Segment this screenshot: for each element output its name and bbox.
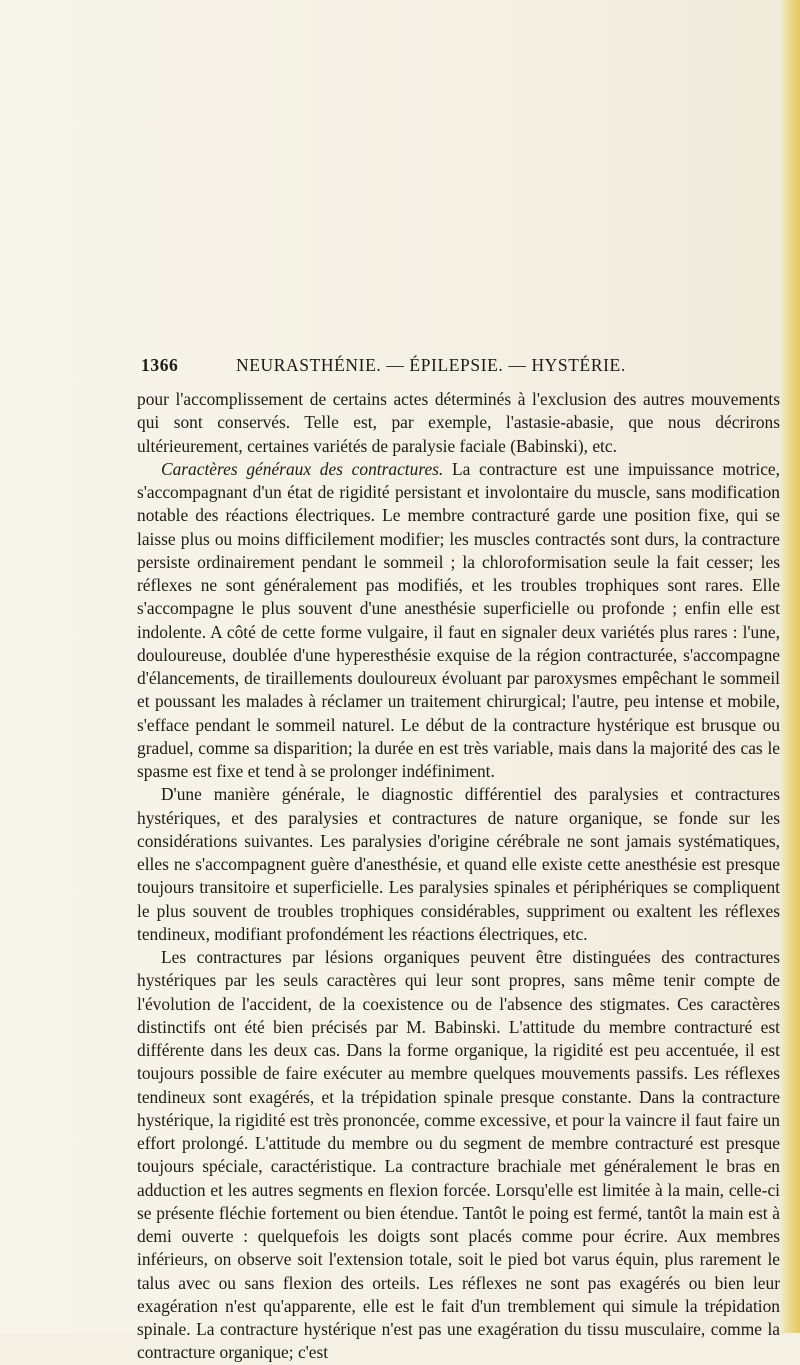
page-number: 1366 bbox=[141, 355, 179, 375]
paragraph: pour l'accomplissement de certains actes déterminés à l'exclusion des autres mouvements qui sont conservés. Telle est, par exemple, l'astasie-abasie, que nous décrirons ultérieurement, certaines variétés de paralysie faciale (Babinski), etc. bbox=[137, 389, 780, 456]
paragraph bbox=[137, 458, 780, 784]
page-edge bbox=[782, 0, 800, 1333]
paragraph: D'une manière générale, le diagnostic différentiel des paralysies et contractures hystériques, et des paralysies et contractures de nature organique, se fonde sur les considérations suivantes. Les paralysies d'origine cérébrale ne sont jamais systématiques, elles ne s'accompagnent guère d'anesthésie, et quand elle existe cette anesthésie est presque toujours transitoire et superficielle. Les paralysies spinales et périphériques se compliquent le plus souvent de troubles trophiques considérables, suppriment ou exaltent les réflexes tendineux, modifiant profondément les réactions électriques, etc. bbox=[137, 784, 780, 944]
section-lead: Caractères généraux des contractures. bbox=[161, 458, 444, 479]
running-title: NEURASTHÉNIE. — ÉPILEPSIE. — HYSTÉRIE. bbox=[236, 355, 626, 375]
running-head bbox=[141, 355, 781, 381]
paragraph: Les contractures par lésions organiques peuvent être distinguées des contractures hystériques par les seuls caractères qui leur sont propres, sans même tenir compte de l'évolution de l'accident, de la coexistence ou de l'absence des stigmates. Ces caractères distinctifs ont été bien précisés par M. Babinski. L'attitude du membre contracturé est différente dans les deux cas. Dans la forme organique, la rigidité est peu accentuée, il est toujours possible de faire exécuter au membre quelques mouvements passifs. Les réflexes tendineux sont exagérés, et la trépidation spinale presque constante. Dans la contracture hystérique, la rigidité est très prononcée, comme excessive, et pour la vaincre il faut faire un effort prolongé. L'attitude du membre ou du segment de membre contracturé est presque toujours spéciale, caractéristique. La contracture brachiale met généralement le bras en adduction et les autres segments en flexion forcée. Lorsqu'elle est limitée à la main, celle-ci se présente fléchie fortement ou bien étendue. Tantôt le poing est fermé, tantôt la main est à demi ouverte : quelquefois les doigts sont placés comme pour écrire. Aux membres inférieurs, on observe soit l'extension totale, soit le pied bot varus équin, plus rarement le talus avec ou sans flexion des orteils. Les réflexes ne sont pas exagérés ou bien leur exagération n'est qu'apparente, elle est le fait d'un tremblement qui simule la trépidation spinale. La contracture hystérique n'est pas une exagération du tissu musculaire, comme la contracture organique; c'est bbox=[137, 947, 780, 1363]
paragraph-text: La contracture est une impuissance motrice, s'accompagnant d'un état de rigidité persistant et involontaire du muscle, sans modification notable des réactions électriques. Le membre contracturé garde une position fixe, qui se laisse plus ou moins difficilement modifier; les muscles contractés sont durs, la contracture persiste ordinairement pendant le sommeil ; la chloroformisation seule la fait cesser; les réflexes ne sont généralement pas modifiés, et les troubles trophiques sont rares. Elle s'accompagne le plus souvent d'une anesthésie superficielle ou profonde ; enfin elle est indolente. A côté de cette forme vulgaire, il faut en signaler deux variétés plus rares : l'une, douloureuse, doublée d'une hyperesthésie exquise de la région contracturée, s'accompagne d'élancements, de tiraillements douloureux évoluant par paroxysmes empêchant le sommeil et poussant les malades à réclamer un traitement chirurgical; l'autre, peu intense et mobile, s'efface pendant le sommeil naturel. Le début de la contracture hystérique est brusque ou graduel, comme sa disparition; la durée en est très variable, mais dans la majorité des cas le spasme est fixe et tend à se prolonger indéfiniment. bbox=[137, 458, 780, 781]
body-text bbox=[137, 388, 780, 1365]
